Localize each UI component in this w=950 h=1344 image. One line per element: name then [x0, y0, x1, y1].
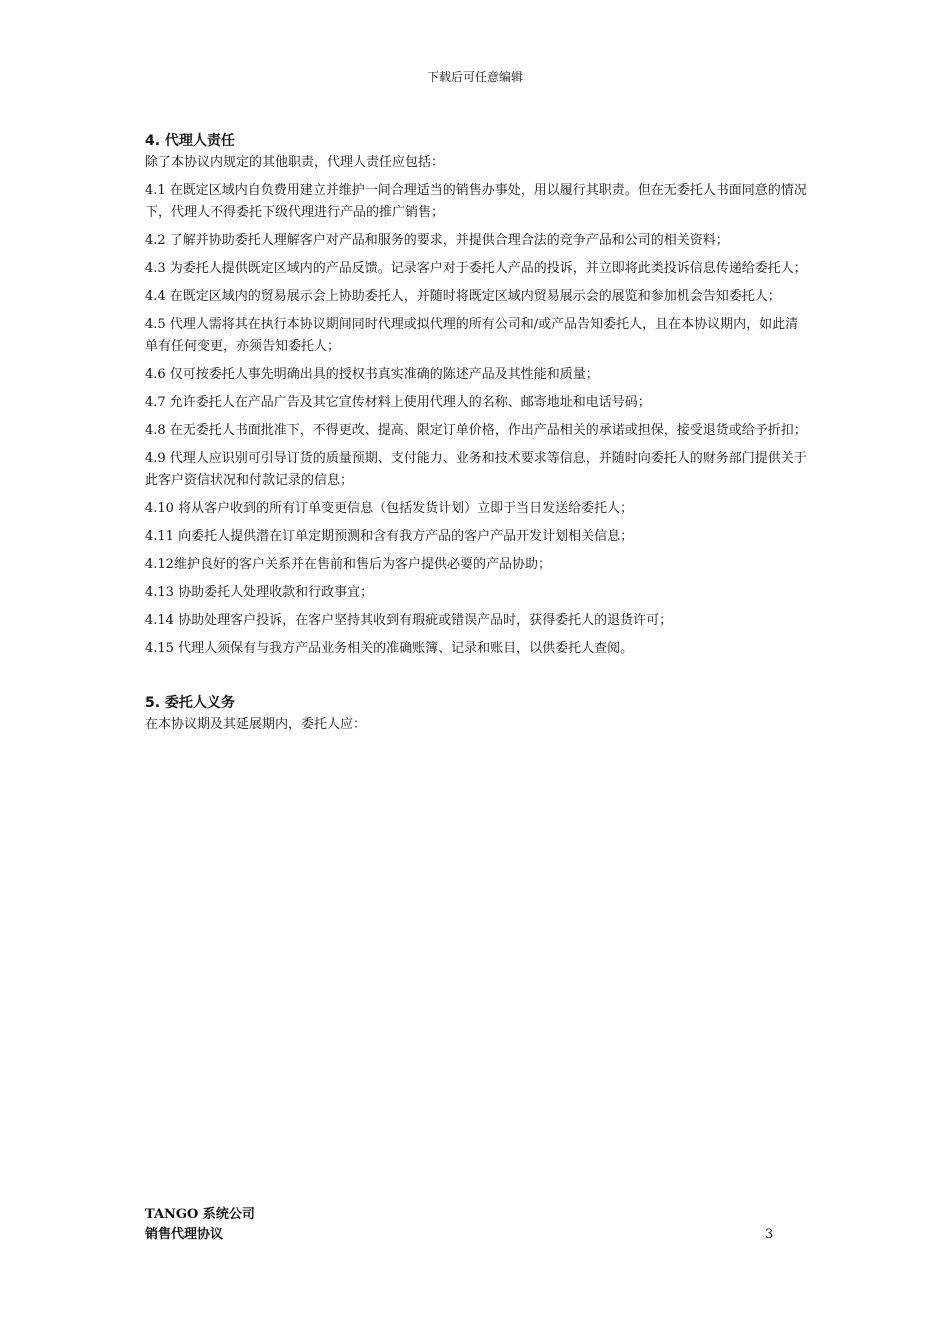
document-name: 销售代理协议 [145, 1227, 224, 1242]
section-title: 4. 代理人责任 [145, 133, 235, 149]
section-agent-responsibilities [145, 130, 810, 660]
clause-item: 4.11 向委托人提供潜在订单定期预测和含有我方产品的客户产品开发计划相关信息； [145, 529, 634, 544]
clause-item: 4.7 允许委托人在产品广告及其它宣传材料上使用代理人的名称、邮寄地址和电话号码； [145, 395, 651, 410]
clause-item: 4.10 将从客户收到的所有订单变更信息（包括发货计划）立即于当日发送给委托人； [145, 501, 634, 516]
footer-company [145, 1205, 255, 1245]
clause-item: 4.1 在既定区域内自负费用建立并维护一间合理适当的销售办事处，用以履行其职责。但在无委托人书面同意的情况下，代理人不得委托下级代理进行产品的推广销售； [145, 183, 807, 220]
clause-item: 4.14 协助处理客户投诉，在客户坚持其收到有瑕疵或错误产品时，获得委托人的退货许可； [145, 613, 673, 628]
clause-item: 4.4 在既定区域内的贸易展示会上协助委托人，并随时将既定区域内贸易展示会的展览和参加机会告知委托人； [145, 289, 781, 304]
company-name: TANGO 系统公司 [145, 1207, 255, 1222]
clause-item: 4.2 了解并协助委托人理解客户对产品和服务的要求，并提供合理合法的竞争产品和公司的相关资料； [145, 233, 729, 248]
clause-item: 4.15 代理人须保有与我方产品业务相关的准确账簿、记录和账目，以供委托人查阅。 [145, 641, 634, 656]
page-header: 下载后可任意编辑 [426, 70, 523, 84]
clause-list [145, 180, 810, 660]
section-intro: 除了本协议内规定的其他职责，代理人责任应包括： [145, 155, 445, 170]
document-body [145, 130, 810, 742]
section-principal-obligations [145, 692, 810, 736]
clause-item: 4.8 在无委托人书面批准下，不得更改、提高、限定订单价格，作出产品相关的承诺或担保，接受退货或给予折扣； [145, 423, 807, 438]
clause-item: 4.3 为委托人提供既定区域内的产品反馈。记录客户对于委托人产品的投诉，并立即将此类投诉信息传递给委托人； [145, 261, 807, 276]
section-title: 5. 委托人义务 [145, 695, 235, 711]
clause-item: 4.5 代理人需将其在执行本协议期间同时代理或拟代理的所有公司和/或产品告知委托人，且在本协议期内，如此清单有任何变更，亦须告知委托人； [145, 317, 799, 354]
clause-item: 4.6 仅可按委托人事先明确出具的授权书真实准确的陈述产品及其性能和质量； [145, 367, 599, 382]
clause-item: 4.12维护良好的客户关系并在售前和售后为客户提供必要的产品协助； [145, 557, 551, 572]
section-intro: 在本协议期及其延展期内，委托人应： [145, 717, 367, 732]
clause-item: 4.9 代理人应识别可引导订货的质量预期、支付能力、业务和技术要求等信息，并随时向委托人的财务部门提供关于此客户资信状况和付款记录的信息； [145, 451, 807, 488]
page-number: 3 [765, 1227, 774, 1242]
clause-item: 4.13 协助委托人处理收款和行政事宜； [145, 585, 374, 600]
